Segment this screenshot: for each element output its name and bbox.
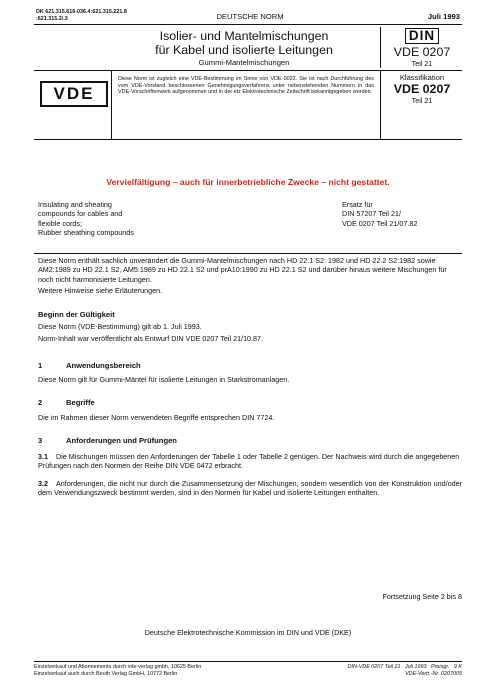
footer-right [300, 664, 462, 677]
body-top-rule [34, 253, 462, 254]
publication-date: Juli 1993 [427, 12, 460, 21]
subsection-3-1-text: Die Mischungen müssen den Anforderungen der Tabelle 1 oder Tabelle 2 genügen. Der Nachweis wird durch die angegebenen Prüfungen nach den Normen der Reihe DIN VDE 0472 erbracht. [38, 452, 460, 471]
din-box [380, 27, 463, 68]
english-title-line-4: Rubber sheathing compounds [38, 228, 134, 238]
subsection-3-1-number: 3.1 [38, 452, 48, 461]
title-line-2: für Kabel und isolierte Leitungen [155, 43, 333, 57]
din-logo: DIN [405, 28, 439, 44]
footer-left [34, 664, 334, 677]
section-1-heading [38, 361, 462, 371]
norm-type: DEUTSCHE NORM [216, 12, 284, 21]
notice-bottom-rule [34, 139, 462, 140]
subsection-3-2-text: Anforderungen, die nicht nur durch die Zusammensetzung der Mischungen, sondern wesentlich von der Konstruktion und/oder dem Verwendungszweck bestimmt werden, sind in den Normen für Kabel und isolierte Leitungen enthalten. [38, 479, 462, 498]
title-block [108, 29, 380, 68]
classification-code: VDE 0207 [393, 82, 451, 96]
middle-rule [34, 70, 462, 71]
section-3-title: Anforderungen und Prüfungen [66, 436, 177, 445]
din-vde-code: VDE 0207 [393, 45, 451, 59]
classification-box [382, 73, 462, 105]
notice-right-divider [380, 70, 381, 139]
dk-classification [36, 9, 127, 22]
body-paragraph-1: Diese Norm enthält sachlich unverändert die Gummi-Mantelmischungen nach HD 22.1 S2: 1982 und HD 22.2 S2:1982 sowie AM2:1989 zu HD 22.1 S2, AM5:1989 zu HD 22.1 S2 und prA10:1990 zu HD 22.1 S2 und darüber hinaus weitere Mischungen für noch nicht harmonisierte Leitungen. [38, 256, 447, 284]
section-1-title: Anwendungsbereich [66, 361, 141, 370]
din-part: Teil 21 [411, 59, 433, 68]
footer-left-line-1: Einzelverkauf und Abonnements durch vde-verlag gmbh, 10625 Berlin [34, 664, 202, 670]
body-paragraph-2: Weitere Hinweise siehe Erläuterungen. [38, 286, 163, 295]
replacement-line-3: VDE 0207 Teil 21/07.82 [342, 218, 418, 228]
section-2-title: Begriffe [66, 398, 95, 407]
replacement-line-1: Ersatz für [342, 200, 373, 209]
replacement-line-2: DIN 57207 Teil 21/ [342, 209, 402, 219]
section-1-text: Diese Norm gilt für Gummi-Mäntel für isolierte Leitungen in Starkstromanlagen. [38, 375, 290, 384]
section-2-heading [38, 398, 462, 408]
copy-notice: Vervielfältigung – auch für innerbetriebliche Zwecke – nicht gestattet. [106, 177, 390, 187]
english-title-line-1: Insulating and sheating [38, 200, 112, 209]
draft-text: Norm-Inhalt war veröffentlicht als Entwurf DIN VDE 0207 Teil 21/10.87. [38, 334, 264, 343]
top-rule [34, 24, 462, 25]
subsection-3-2 [38, 479, 462, 498]
dk-line-2: :621.315.2/.3 [36, 15, 68, 22]
title-subtitle: Gummi-Mantelmischungen [198, 58, 290, 67]
footer-right-line-1: DIN-VDE 0207 Teil 21 Juli 1993 Preisgr. 9 K [347, 664, 462, 670]
notice-left-divider [111, 70, 112, 139]
title-line-1: Isolier- und Mantelmischungen [159, 29, 329, 43]
vde-logo: VDE [40, 81, 108, 107]
section-2-text: Die im Rahmen dieser Norm verwendeten Begriffe entsprechen DIN 7724. [38, 413, 275, 422]
classification-part: Teil 21 [411, 96, 433, 105]
section-2-number: 2 [38, 398, 43, 407]
english-title-line-2: compounds for cables and [38, 209, 123, 219]
continuation-note: Fortsetzung Seite 2 bis 8 [382, 592, 462, 601]
subsection-3-2-number: 3.2 [38, 479, 48, 488]
footer-left-line-2: Einzelverkauf auch durch Beuth Verlag GmbH, 10772 Berlin [34, 670, 178, 677]
english-title-line-3: flexible cords; [38, 218, 82, 228]
section-3-heading [38, 436, 462, 446]
validity-heading: Beginn der Gültigkeit [38, 310, 115, 319]
section-3-number: 3 [38, 436, 43, 445]
commission-name: Deutsche Elektrotechnische Kommission im DIN und VDE (DKE) [144, 628, 352, 637]
dk-line-1: DK 621.315.616-036.4:621.315.221.8 [36, 9, 127, 15]
intro-notice: Diese Norm ist zugleich eine VDE-Bestimmung im Sinne von VDE 0022. Sie ist nach Durchführung des vom VDE-Vorstand beschlossenen Genehmigungsverfahrens unter nebenstehenden Nummern in das VDE-Vorschriftenwerk aufgenommen und in der etz Elektrotechnische Zeitschrift bekanntgegeben worden. [118, 76, 374, 96]
validity-text: Diese Norm (VDE-Bestimmung) gilt ab 1. Juli 1993. [38, 322, 202, 331]
replacement-info [342, 200, 462, 228]
footer-rule [34, 661, 462, 662]
section-1-number: 1 [38, 361, 43, 370]
footer-right-line-2: VDE-Vertr.-Nr. 0207005 [405, 670, 462, 677]
subsection-3-1 [38, 452, 462, 471]
english-title [38, 200, 238, 238]
classification-label: Klassifikation [399, 73, 445, 82]
